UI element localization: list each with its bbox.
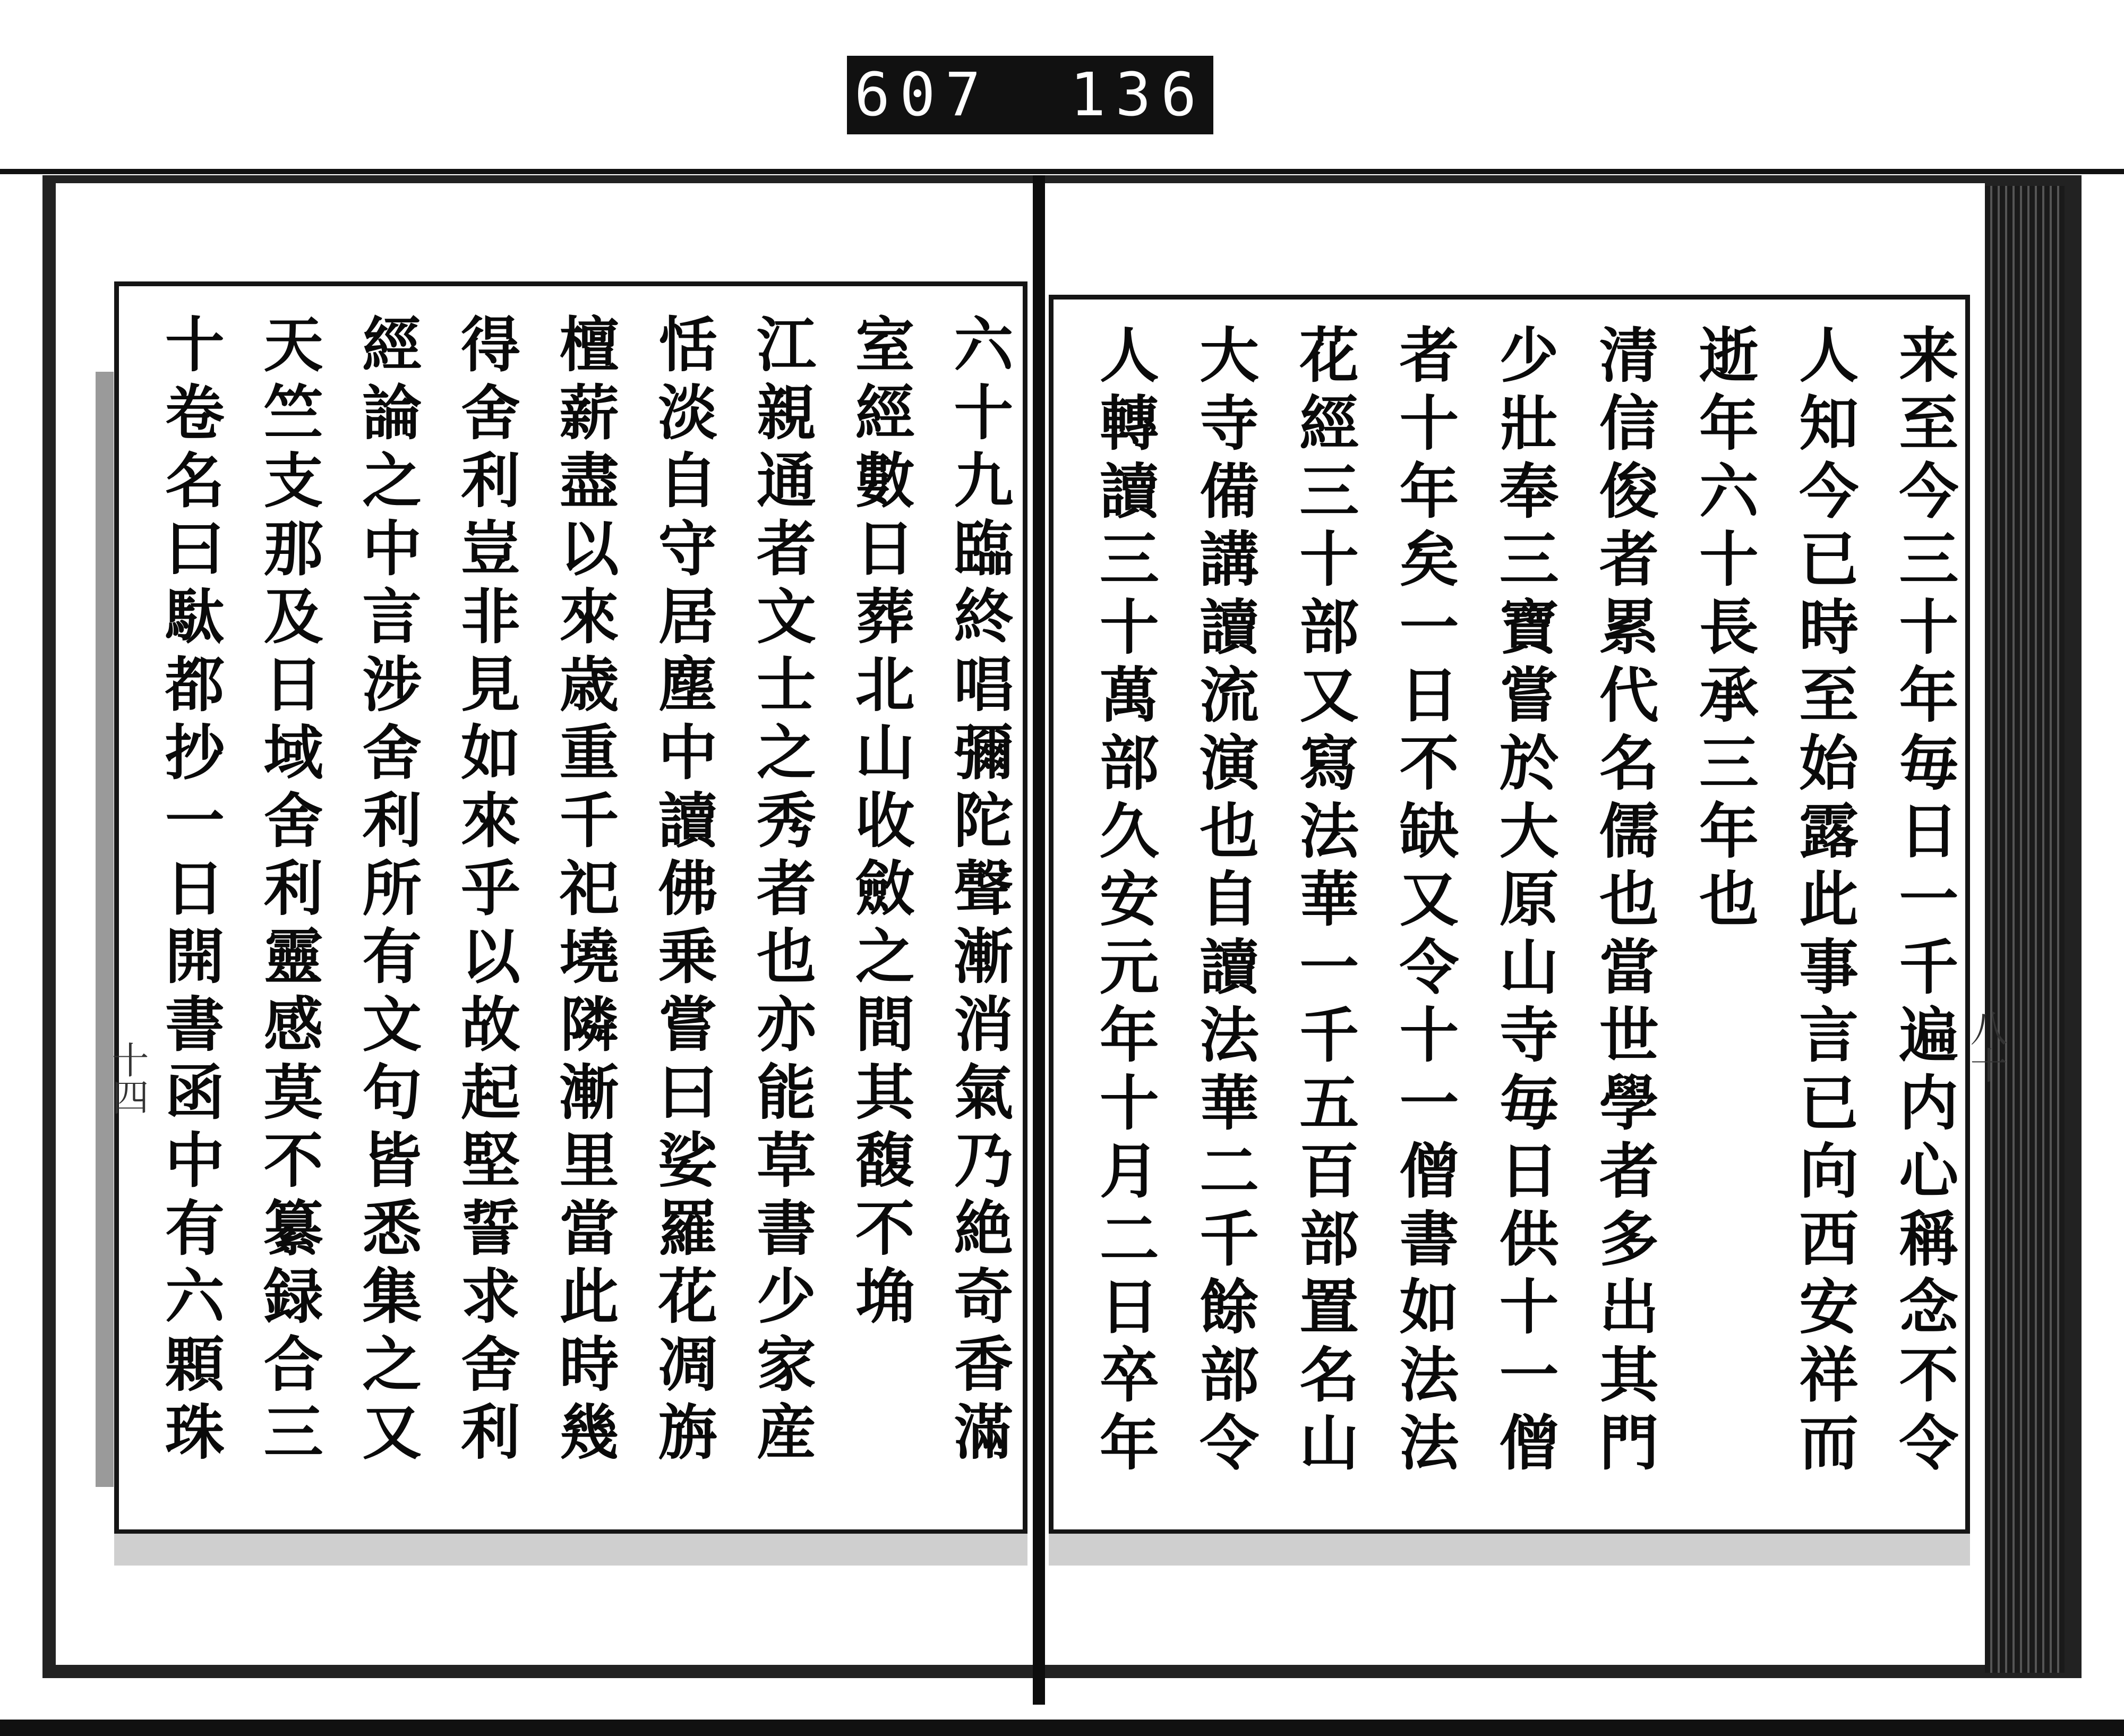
text-column: 十卷名曰駄都抄一日開書函中有六顆珠 bbox=[155, 313, 225, 1469]
book-gutter bbox=[1033, 175, 1045, 1705]
text-column: 檀薪盡以來歳重千祀墝隣漸里當此時幾 bbox=[550, 313, 620, 1469]
text-column: 恬淡自守居塵中讀佛乗嘗曰娑羅花凋旃 bbox=[648, 313, 718, 1469]
left-margin-note: 十四 bbox=[106, 1041, 149, 1115]
text-column: 六十九臨終唱彌陀聲漸消氣乃絶奇香滿 bbox=[944, 313, 1014, 1469]
text-column: 大寺備講讀流演也自讀法華二千餘部令 bbox=[1189, 324, 1260, 1480]
right-bottom-band bbox=[1049, 1529, 1970, 1566]
label-number-right: 136 bbox=[1070, 61, 1206, 130]
text-column: 江親通者文士之秀者也亦能草書少家産 bbox=[747, 313, 817, 1469]
right-page-text bbox=[1089, 324, 1959, 1535]
top-rule bbox=[0, 169, 2124, 174]
text-column: 来至今三十年毎日一千遍内心稱念不令 bbox=[1889, 324, 1959, 1480]
text-column: 人轉讀三十萬部久安元年十月二日卒年 bbox=[1090, 324, 1160, 1480]
text-column: 清信俊者累代名儒也當世學者多出其門 bbox=[1589, 324, 1659, 1480]
text-column: 花經三十部又寫法華一千五百部置名山 bbox=[1289, 324, 1359, 1480]
text-column: 少壯奉三寶嘗於大原山寺毎日供十一僧 bbox=[1489, 324, 1560, 1480]
right-margin-note: 八十 bbox=[1964, 1009, 2008, 1083]
film-label bbox=[847, 56, 1213, 134]
left-margin-strip bbox=[96, 372, 114, 1487]
left-page-text bbox=[154, 313, 1014, 1535]
text-column: 經論之中言涉舍利所有文句皆悉集之又 bbox=[352, 313, 422, 1469]
page-edges bbox=[1985, 186, 2065, 1673]
text-column: 者十年矣一日不缺又令十一僧書如法法 bbox=[1389, 324, 1459, 1480]
left-bottom-band bbox=[114, 1529, 1027, 1566]
bottom-rule bbox=[0, 1720, 2124, 1736]
text-column: 天竺支那及日域舍利靈感莫不纂録合三 bbox=[254, 313, 324, 1469]
label-number-left: 607 bbox=[854, 61, 990, 130]
text-column: 逝年六十長承三年也 bbox=[1689, 324, 1759, 936]
text-column: 得舍利豈非見如來乎以故起堅誓求舍利 bbox=[451, 313, 521, 1469]
text-column: 室經數日葬北山收斂之間其馥不埆 bbox=[845, 313, 915, 1333]
text-column: 人知今已時至始露此事言已向西安祥而 bbox=[1789, 324, 1859, 1480]
